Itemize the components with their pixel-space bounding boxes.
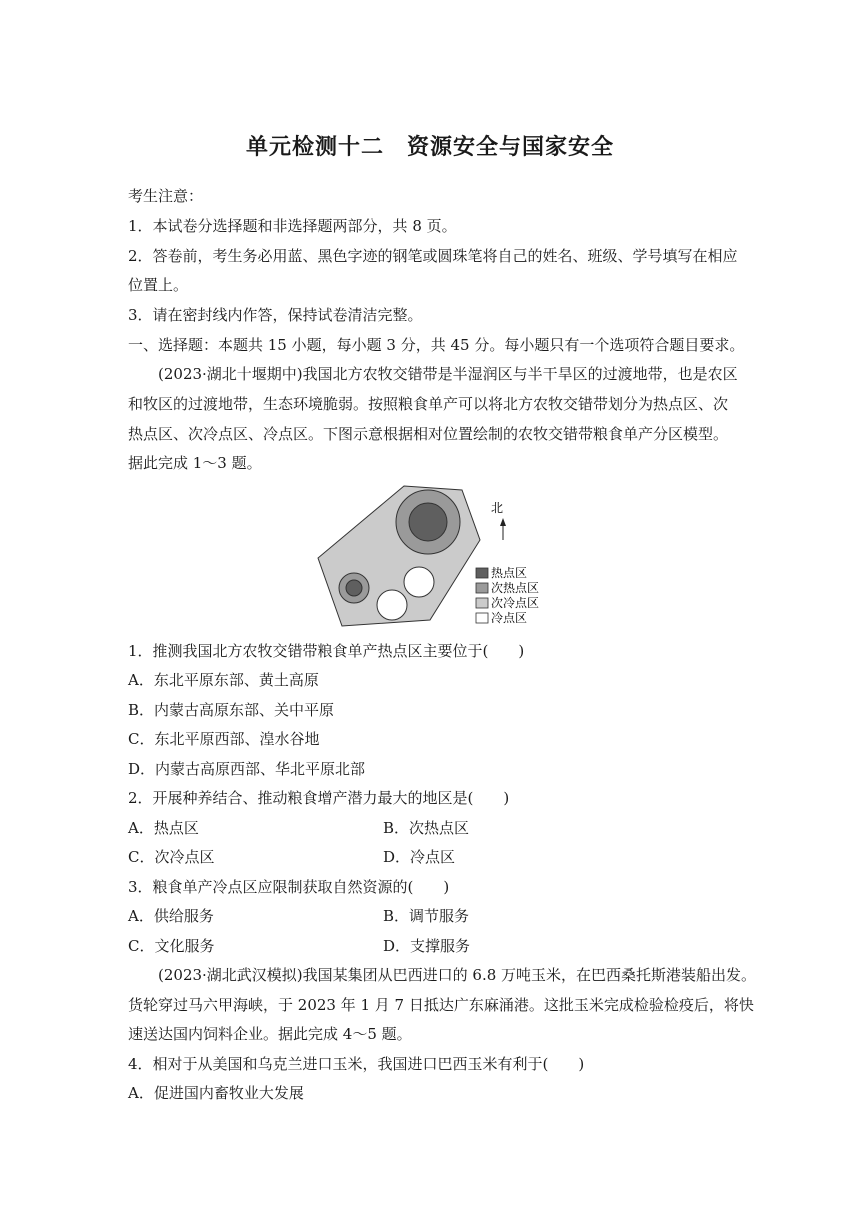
passage-line: (2023·湖北十堰期中)我国北方农牧交错带是半湿润区与半干旱区的过渡地带，也是农区 — [158, 365, 738, 383]
notice-item: 位置上。 — [128, 276, 189, 294]
page-title: 单元检测十二 资源安全与国家安全 — [245, 135, 614, 160]
question-option: D．冷点区 — [383, 848, 456, 866]
question-option: C．次冷点区 — [128, 848, 215, 866]
question-option: D．内蒙古高原西部、华北平原北部 — [128, 760, 366, 778]
passage-line: 货轮穿过马六甲海峡，于 2023 年 1 月 7 日抵达广东麻涌港。这批玉米完成检验检疫后，将快 — [128, 996, 754, 1014]
hot-zone-large — [409, 503, 447, 541]
question-stem: 1．推测我国北方农牧交错带粮食单产热点区主要位于( ) — [128, 642, 525, 660]
north-label: 北 — [490, 501, 504, 515]
legend-swatch-subcold — [476, 598, 488, 608]
legend-swatch-hot — [476, 568, 488, 578]
question-option: B．内蒙古高原东部、关中平原 — [128, 701, 335, 719]
question-option: B．次热点区 — [383, 819, 470, 837]
passage-line: 据此完成 1～3 题。 — [128, 454, 262, 472]
passage-line: 速送达国内饲料企业。据此完成 4～5 题。 — [128, 1025, 412, 1043]
cold-zone-lower — [377, 590, 407, 620]
section-heading: 一、选择题：本题共 15 小题，每小题 3 分，共 45 分。每小题只有一个选项符合题目要求。 — [128, 336, 745, 354]
question-stem: 3．粮食单产冷点区应限制获取自然资源的( ) — [128, 878, 450, 896]
yield-zone-diagram — [316, 484, 556, 630]
legend-label-subcold: 次冷点区 — [491, 596, 540, 610]
passage-line: 和牧区的过渡地带，生态环境脆弱。按照粮食单产可以将北方农牧交错带划分为热点区、次 — [128, 395, 729, 413]
question-option: B．调节服务 — [383, 907, 470, 925]
cold-zone-upper — [404, 567, 434, 597]
question-option: C．文化服务 — [128, 937, 215, 955]
north-arrow-icon — [500, 518, 506, 526]
passage-line: (2023·湖北武汉模拟)我国某集团从巴西进口的 6.8 万吨玉米，在巴西桑托斯港装船出发。 — [158, 966, 757, 984]
question-option: C．东北平原西部、湟水谷地 — [128, 730, 320, 748]
question-option: D．支撑服务 — [383, 937, 471, 955]
notice-heading: 考生注意： — [128, 187, 204, 205]
legend-label-subhot: 次热点区 — [491, 581, 540, 595]
question-option: A．供给服务 — [128, 907, 214, 925]
question-option: A．东北平原东部、黄土高原 — [128, 671, 319, 689]
question-stem: 4．相对于从美国和乌克兰进口玉米，我国进口巴西玉米有利于( ) — [128, 1055, 585, 1073]
hot-zone-small — [346, 580, 362, 596]
legend-swatch-cold — [476, 613, 488, 623]
question-stem: 2．开展种养结合、推动粮食增产潜力最大的地区是( ) — [128, 789, 510, 807]
notice-item: 3．请在密封线内作答，保持试卷清洁完整。 — [128, 306, 423, 324]
question-option: A．促进国内畜牧业大发展 — [128, 1084, 304, 1102]
passage-line: 热点区、次冷点区、冷点区。下图示意根据相对位置绘制的农牧交错带粮食单产分区模型。 — [128, 425, 729, 443]
legend-label-hot: 热点区 — [491, 566, 528, 580]
legend-swatch-subhot — [476, 583, 488, 593]
notice-item: 2．答卷前，考生务必用蓝、黑色字迹的钢笔或圆珠笔将自己的姓名、班级、学号填写在相应 — [128, 247, 738, 265]
question-option: A．热点区 — [128, 819, 199, 837]
notice-item: 1．本试卷分选择题和非选择题两部分，共 8 页。 — [128, 217, 457, 235]
diagram-svg — [316, 484, 556, 630]
legend-label-cold: 冷点区 — [491, 611, 528, 625]
